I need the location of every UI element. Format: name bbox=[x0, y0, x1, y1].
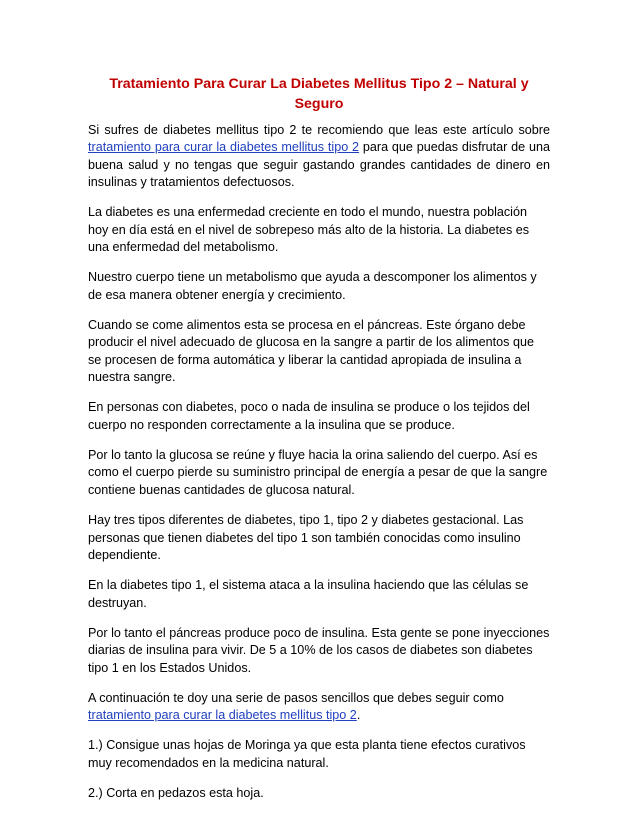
paragraph-steps-intro bbox=[88, 690, 550, 725]
steps-text-before: A continuación te doy una serie de pasos sencillos que debes seguir como bbox=[88, 690, 504, 705]
intro-text-before: Si sufres de diabetes mellitus tipo 2 te recomiendo que leas este artículo sobre bbox=[88, 123, 550, 137]
paragraph-pancreas: Cuando se come alimentos esta se procesa en el páncreas. Este órgano debe producir el nivel adecuado de glucosa en la sangre a partir de los alimentos que se procesen de forma automática y liberar la cantidad apropiada de insulina a nuestra sangre. bbox=[88, 318, 534, 385]
document-title: Tratamiento Para Curar La Diabetes Mellitus Tipo 2 – Natural y Seguro bbox=[109, 76, 529, 112]
steps-text-after: . bbox=[356, 708, 361, 723]
treatment-link[interactable]: tratamiento para curar la diabetes mellitus tipo 2 bbox=[88, 140, 360, 155]
step-1: 1.) Consigue unas hojas de Moringa ya que esta planta tiene efectos curativos muy recomendados en la medicina natural. bbox=[88, 738, 526, 770]
paragraph-diabetes-growing: La diabetes es una enfermedad creciente en todo el mundo, nuestra población hoy en día está en el nivel de sobrepeso más alto de la historia. La diabetes es una enfermedad del metabolismo. bbox=[88, 205, 530, 255]
paragraph-glucose-loss: Por lo tanto la glucosa se reúne y fluye hacia la orina saliendo del cuerpo. Así es como el cuerpo pierde su suministro principal de energía a pesar de que la sangre contiene buenas cantidades de glucosa natural. bbox=[88, 448, 548, 497]
step-2: 2.) Corta en pedazos esta hoja. bbox=[88, 785, 264, 800]
paragraph-diabetes-types: Hay tres tipos diferentes de diabetes, tipo 1, tipo 2 y diabetes gestacional. Las personas que tienen diabetes del tipo 1 son también conocidas como insulino dependiente. bbox=[88, 513, 524, 562]
paragraph-insulin-production: En personas con diabetes, poco o nada de insulina se produce o los tejidos del cuerpo no responden correctamente a la insulina que se produce. bbox=[88, 400, 530, 432]
intro-text-after: para que puedas disfrutar de una buena salud y no tengas que seguir gastando grandes cantidades de dinero en insulinas y tratamientos defectuosos. bbox=[88, 140, 550, 190]
treatment-link-2[interactable]: tratamiento para curar la diabetes mellitus tipo 2 bbox=[88, 708, 357, 723]
paragraph-insulin-injections: Por lo tanto el páncreas produce poco de insulina. Esta gente se pone inyecciones diarias de insulina para vivir. De 5 a 10% de los casos de diabetes son diabetes tipo 1 en los Estados Unidos. bbox=[88, 625, 550, 675]
paragraph-type1-attack: En la diabetes tipo 1, el sistema ataca a la insulina haciendo que las células se destruyan. bbox=[88, 578, 529, 610]
paragraph-intro bbox=[88, 122, 550, 192]
paragraph-metabolism: Nuestro cuerpo tiene un metabolismo que ayuda a descomponer los alimentos y de esa manera obtener energía y crecimiento. bbox=[88, 270, 537, 302]
document-page bbox=[88, 74, 550, 815]
